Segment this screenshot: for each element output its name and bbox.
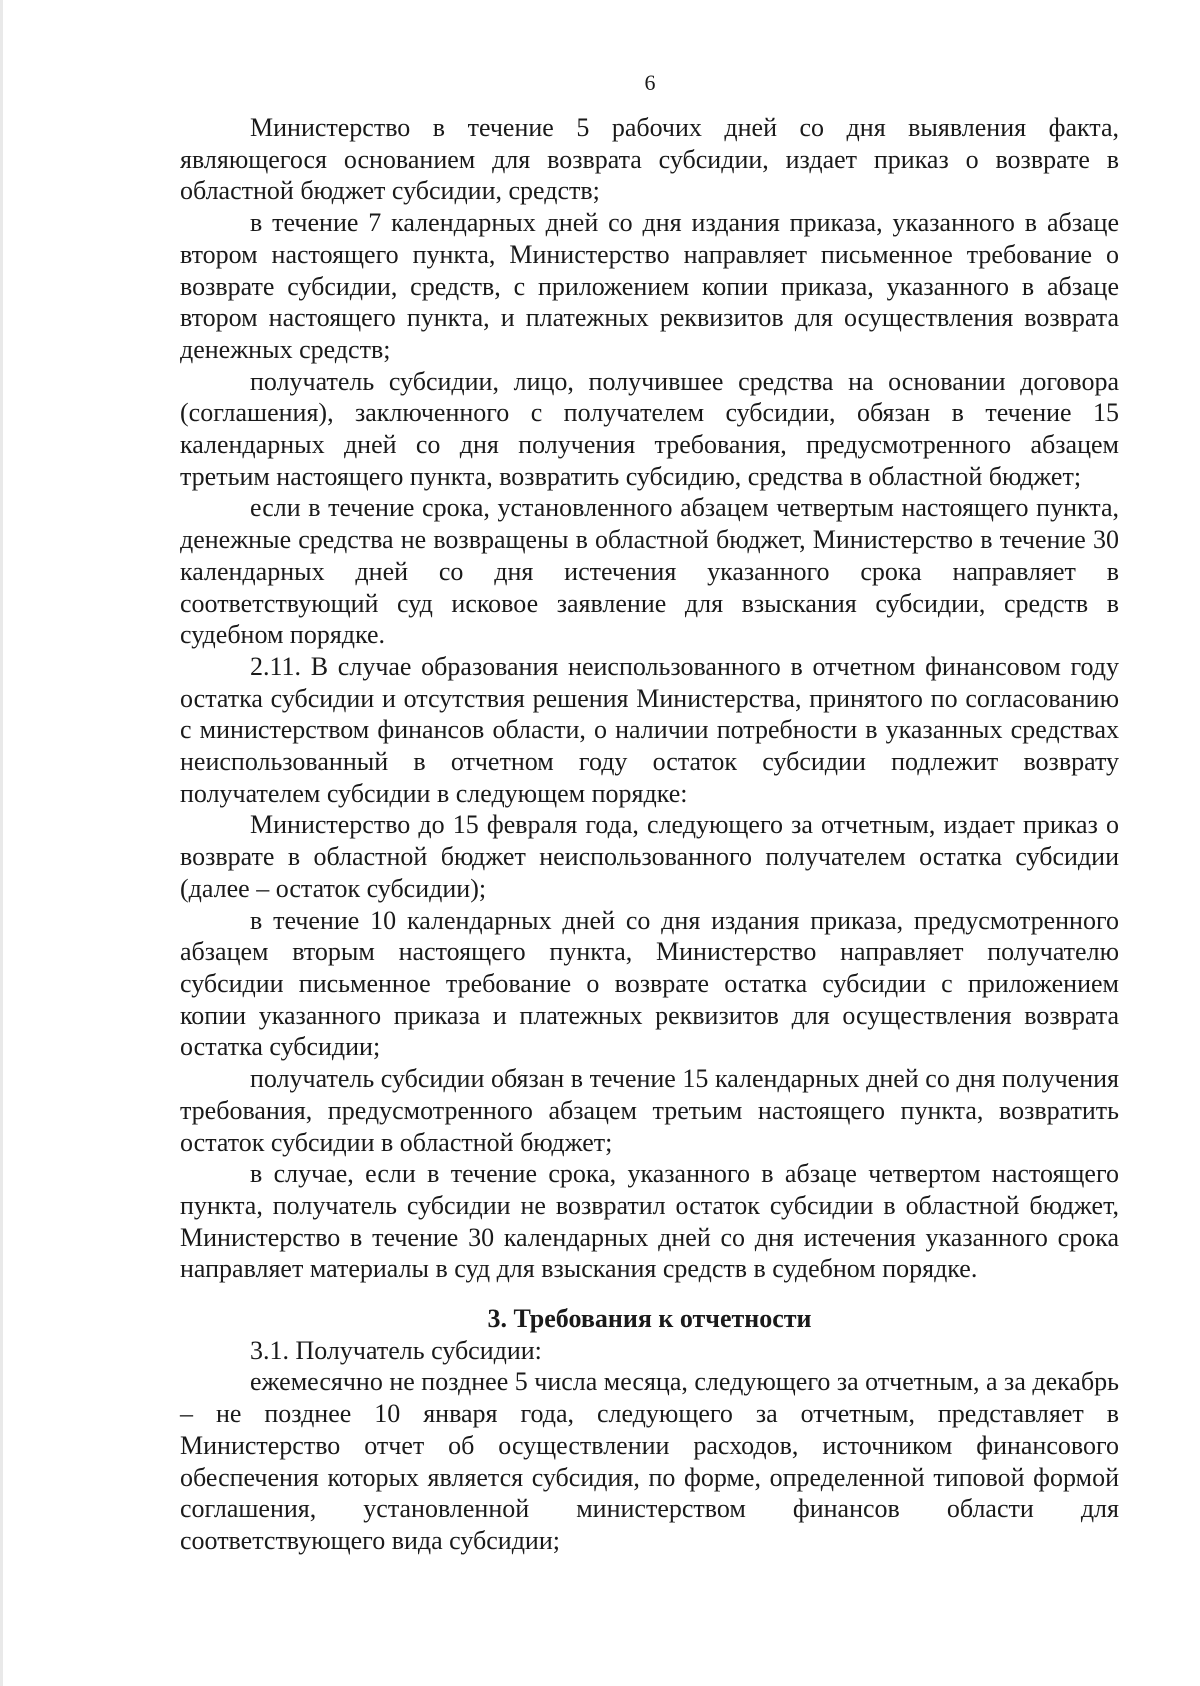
paragraph: 3.1. Получатель субсидии: <box>250 1335 542 1365</box>
paragraph: в случае, если в течение срока, указанного в абзаце четвертом настоящего пункта, получатель субсидии не возвратил остаток субсидии в областной бюджет, Министерство в течение 30 календарных дней со дня истечения указанного срока направляет материалы в суд для взыскания средств в судебном порядке. <box>180 1159 1119 1284</box>
document-body <box>180 112 1119 1557</box>
paragraph: ежемесячно не позднее 5 числа месяца, следующего за отчетным, а за декабрь – не позднее 10 января года, следующего за отчетным, представляет в Министерство отчет об осуществлении расходов, источником финансового обеспечения которых является субсидия, по форме, определенной типовой формой соглашения, установленной министерством финансов области для соответствующего вида субсидии; <box>180 1367 1119 1555</box>
paragraph: Министерство до 15 февраля года, следующего за отчетным, издает приказ о возврате в областной бюджет неиспользованного получателем остатка субсидии (далее – остаток субсидии); <box>180 810 1119 903</box>
paragraph: получатель субсидии, лицо, получившее средства на основании договора (соглашения), заключенного с получателем субсидии, обязан в течение 15 календарных дней со дня получения требования, предусмотренного абзацем третьим настоящего пункта, возвратить субсидию, средства в областной бюджет; <box>180 366 1119 491</box>
paragraph: если в течение срока, установленного абзацем четвертым настоящего пункта, денежные средства не возвращены в областной бюджет, Министерство в течение 30 календарных дней со дня истечения указанного срока направляет в соответствующий суд исковое заявление для взыскания субсидии, средств в судебном порядке. <box>180 493 1119 650</box>
paragraph: в течение 7 календарных дней со дня издания приказа, указанного в абзаце втором настоящего пункта, Министерство направляет письменное требование о возврате субсидии, средств, с приложением копии приказа, указанного в абзаце втором настоящего пункта, и платежных реквизитов для осуществления возврата денежных средств; <box>180 208 1119 364</box>
section-heading: 3. Требования к отчетности <box>487 1304 812 1334</box>
scan-edge <box>0 0 3 1686</box>
paragraph: 2.11. В случае образования неиспользованного в отчетном финансовом году остатка субсидии и отсутствия решения Министерства, принятого по согласованию с министерством финансов области, о наличии потребности в указанных средствах неиспользованный в отчетном году остаток субсидии подлежит возврату получателем субсидии в следующем порядке: <box>180 651 1119 808</box>
paragraph: Министерство в течение 5 рабочих дней со дня выявления факта, являющегося основанием для возврата субсидии, издает приказ о возврате в областной бюджет субсидии, средств; <box>180 113 1119 206</box>
paragraph: в течение 10 календарных дней со дня издания приказа, предусмотренного абзацем вторым настоящего пункта, Министерство направляет получателю субсидии письменное требование о возврате остатка субсидии с приложением копии указанного приказа и платежных реквизитов для осуществления возврата остатка субсидии; <box>180 905 1119 1062</box>
paragraph: получатель субсидии обязан в течение 15 календарных дней со дня получения требования, предусмотренного абзацем третьим настоящего пункта, возвратить остаток субсидии в областной бюджет; <box>180 1064 1119 1157</box>
page-number: 6 <box>644 70 656 95</box>
